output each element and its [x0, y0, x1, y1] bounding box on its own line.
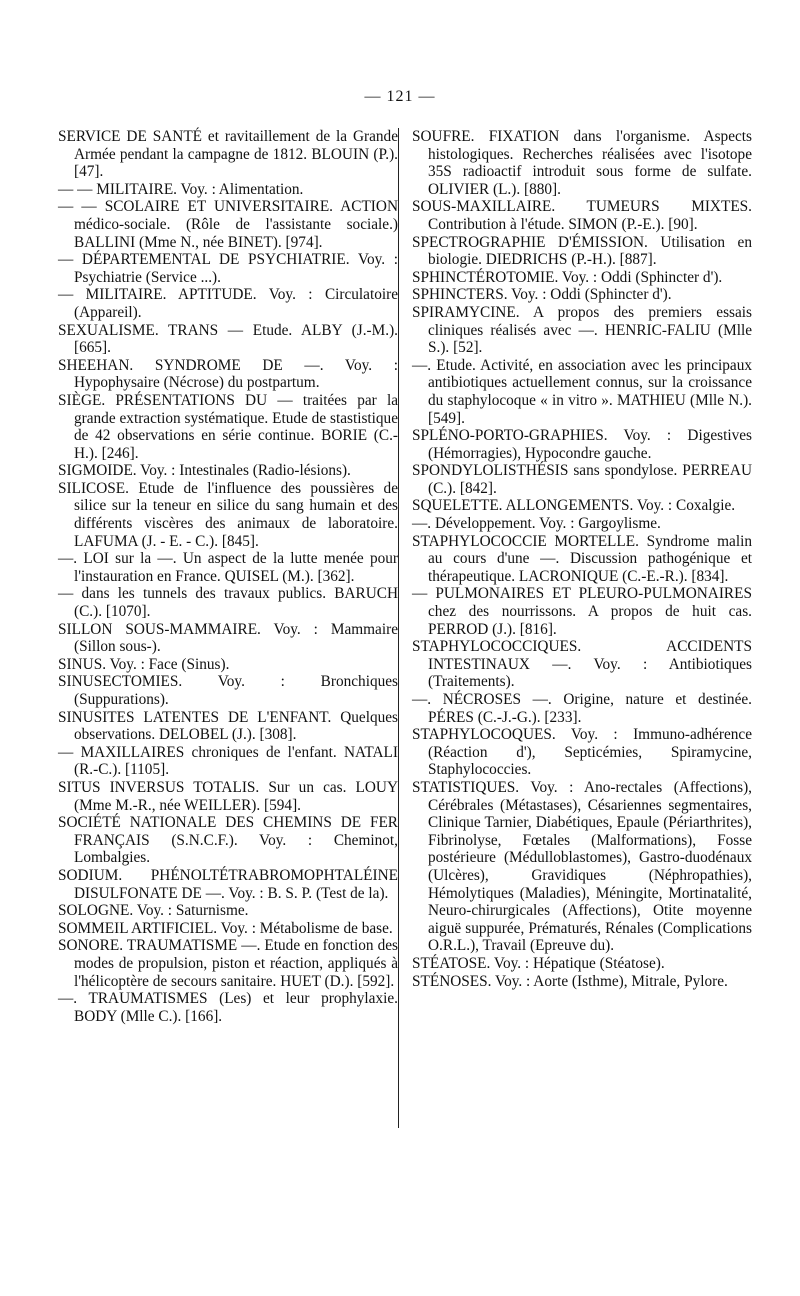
index-entry: SIGMOIDE. Voy. : Intestinales (Radio-lésions). — [58, 462, 351, 480]
index-entry: — PULMONAIRES ET PLEURO-PULMONAIRES chez des nourrissons. A propos de huit cas. PERROD (J.). [816]. — [412, 585, 752, 638]
index-entry: SOUFRE. FIXATION dans l'organisme. Aspects histologiques. Recherches réalisées avec l'isotope 35S radioactif introduit sous forme de sulfate. OLIVIER (L.). [880]. — [412, 128, 752, 198]
index-entry: SQUELETTE. ALLONGEMENTS. Voy. : Coxalgie. — [412, 497, 736, 515]
index-entry: SITUS INVERSUS TOTALIS. Sur un cas. LOUY (Mme M.-R., née WEILLER). [594]. — [58, 778, 398, 814]
index-entry: STAPHYLOCOCCIE MORTELLE. Syndrome malin au cours d'une —. Discussion pathogénique et thérapeutique. LACRONIQUE (C.-E.-R.). [834]. — [412, 532, 752, 585]
index-entry: — dans les tunnels des travaux publics. BARUCH (C.). [1070]. — [58, 585, 398, 621]
index-entry: SEXUALISME. TRANS — Etude. ALBY (J.-M.). [665]. — [58, 321, 398, 357]
column-divider — [398, 128, 399, 1128]
index-entry: SPHINCTERS. Voy. : Oddi (Sphincter d'). — [412, 286, 672, 304]
index-entry: SOMMEIL ARTIFICIEL. Voy. : Métabolisme de base. — [58, 919, 393, 937]
index-entry: STÉNOSES. Voy. : Aorte (Isthme), Mitrale, Pylore. — [412, 972, 728, 990]
index-entry: —. TRAUMATISMES (Les) et leur prophylaxie. BODY (Mlle C.). [166]. — [58, 990, 398, 1025]
index-entry: SPLÉNO-PORTO-GRAPHIES. Voy. : Digestives (Hémorragies), Hypocondre gauche. — [412, 427, 752, 462]
index-entry: —. Etude. Activité, en association avec les principaux antibiotiques actuellement connus, sur la croissance du staphylocoque « in vitro ». MATHIEU (Mlle N.). [549]. — [412, 356, 752, 427]
index-entry: SERVICE DE SANTÉ et ravitaillement de la Grande Armée pendant la campagne de 1812. BLOUIN (P.). [47]. — [58, 128, 398, 181]
index-entry: SIÈGE. PRÉSENTATIONS DU — traitées par la grande extraction systématique. Etude de stastistique de 42 observations en série continue. BORIE (C.-H.). [246]. — [58, 391, 398, 462]
index-entry: SOLOGNE. Voy. : Saturnisme. — [58, 902, 249, 920]
index-entry: STÉATOSE. Voy. : Hépatique (Stéatose). — [412, 954, 665, 972]
index-entry: SILLON SOUS-MAMMAIRE. Voy. : Mammaire (Sillon sous-). — [58, 620, 398, 656]
index-entry: —. Développement. Voy. : Gargoylisme. — [412, 515, 661, 533]
index-entry: SHEEHAN. SYNDROME DE —. Voy. : Hypophysaire (Nécrose) du postpartum. — [58, 356, 398, 392]
right-column — [412, 128, 752, 990]
index-entry: —. NÉCROSES —. Origine, nature et destinée. PÉRES (C.-J.-G.). [233]. — [412, 691, 752, 726]
index-entry: — — SCOLAIRE ET UNIVERSITAIRE. ACTION médico-sociale. (Rôle de l'assistante sociale.) BALLINI (Mme N., née BINET). [974]. — [58, 198, 398, 251]
index-entry: SINUSECTOMIES. Voy. : Bronchiques (Suppurations). — [58, 673, 398, 708]
index-entry: SPIRAMYCINE. A propos des premiers essais cliniques réalisés avec —. HENRIC-FALIU (Mlle S.). [52]. — [412, 303, 752, 357]
index-entry: SINUS. Voy. : Face (Sinus). — [58, 655, 230, 673]
left-column — [58, 128, 398, 1025]
index-entry: SOCIÉTÉ NATIONALE DES CHEMINS DE FER FRANÇAIS (S.N.C.F.). Voy. : Cheminot, Lombalgies. — [58, 814, 398, 867]
index-entry: SONORE. TRAUMATISME —. Etude en fonction des modes de propulsion, piston et réaction, appliqués à l'hélicoptère de secours sanitaire. HUET (D.). [592]. — [58, 937, 398, 990]
index-entry: STAPHYLOCOQUES. Voy. : Immuno-adhérence (Réaction d'), Septicémies, Spiramycine, Staphylococcies. — [412, 726, 752, 779]
index-entry: SINUSITES LATENTES DE L'ENFANT. Quelques observations. DELOBEL (J.). [308]. — [58, 708, 398, 744]
index-entry: SPONDYLOLISTHÉSIS sans spondylose. PERREAU (C.). [842]. — [412, 462, 752, 497]
index-entry: SOUS-MAXILLAIRE. TUMEURS MIXTES. Contribution à l'étude. SIMON (P.-E.). [90]. — [412, 198, 752, 233]
index-entry: SPECTROGRAPHIE D'ÉMISSION. Utilisation en biologie. DIEDRICHS (P.-H.). [887]. — [412, 233, 752, 269]
index-entry: STAPHYLOCOCCIQUES. ACCIDENTS INTESTINAUX —. Voy. : Antibiotiques (Traitements). — [412, 638, 752, 691]
index-entry: SPHINCTÉROTOMIE. Voy. : Oddi (Sphincter d'). — [412, 268, 723, 286]
index-entry: — MAXILLAIRES chroniques de l'enfant. NATALI (R.-C.). [1105]. — [58, 743, 398, 779]
index-entry: SILICOSE. Etude de l'influence des poussières de silice sur la teneur en silice du sang humain et des différents viscères des animaux de laboratoire. LAFUMA (J. - E. - C.). [845]. — [58, 479, 398, 550]
index-entry: — — MILITAIRE. Voy. : Alimentation. — [58, 180, 304, 198]
index-entry: —. LOI sur la —. Un aspect de la lutte menée pour l'instauration en France. QUISEL (M.). [362]. — [58, 550, 398, 585]
index-entry: STATISTIQUES. Voy. : Ano-rectales (Affections), Cérébrales (Métastases), Césariennes segmentaires, Clinique Tarnier, Diabétiques, Epaule (Périarthrites), Fibrinolyse, Fœtales (Malformations), Fosse postérieure (Médulloblastomes), Gastro-duodénaux (Ulcères), Gravidiques (Néphropathies), Hémolytiques (Maladies), Méningite, Mortinatalité, Neuro-chirurgicales (Affections), Otite moyenne aiguë suppurée, Prématurés, Rénales (Complications O.R.L.), Travail (Epreuve du). — [412, 778, 752, 955]
index-entry: SODIUM. PHÉNOLTÉTRABROMOPHTALÉINE DISULFONATE DE —. Voy. : B. S. P. (Test de la). — [58, 866, 398, 902]
page-number: — 121 — — [364, 88, 436, 105]
index-entry: — DÉPARTEMENTAL DE PSYCHIATRIE. Voy. : Psychiatrie (Service ...). — [58, 251, 398, 286]
index-entry: — MILITAIRE. APTITUDE. Voy. : Circulatoire (Appareil). — [58, 286, 398, 321]
